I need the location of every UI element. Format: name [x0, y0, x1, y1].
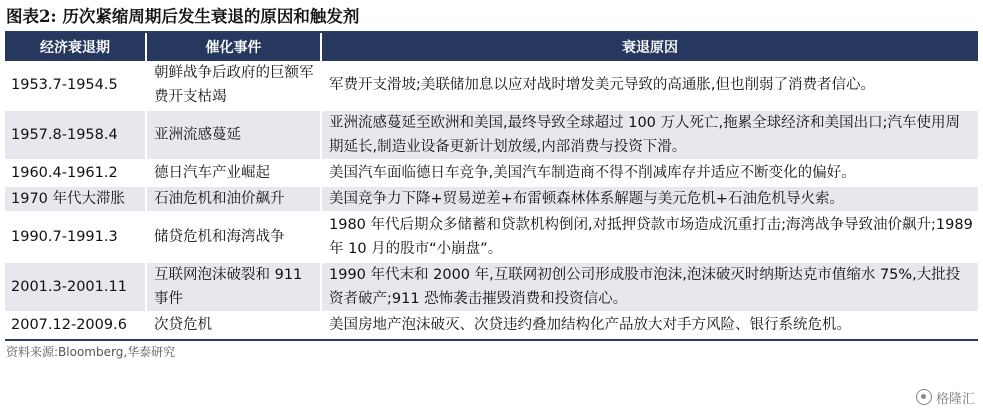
- table-row: [5, 110, 978, 160]
- row-catalyst: 亚洲流感蔓延: [146, 110, 321, 160]
- figure-title: 图表2: 历次紧缩周期后发生衰退的原因和触发剂: [6, 7, 360, 26]
- row-period: 1960.4-1961.2: [5, 160, 146, 186]
- recession-table: [5, 33, 978, 339]
- row-period: 1970 年代大滞胀: [5, 186, 146, 212]
- row-catalyst: 朝鲜战争后政府的巨额军费开支枯竭: [146, 61, 321, 110]
- header-period: 经济衰退期: [5, 33, 146, 61]
- source-note: 资料来源:Bloomberg,华泰研究: [6, 345, 176, 359]
- row-period: 2007.12-2009.6: [5, 312, 146, 338]
- row-reason: 亚洲流感蔓延至欧洲和美国,最终导致全球超过 100 万人死亡,拖累全球经济和美国出口;汽车使用周期延长,制造业设备更新计划放缓,内部消费与投资下滑。: [321, 110, 978, 160]
- table-row: [5, 61, 978, 110]
- table-row: [5, 312, 978, 338]
- table-row: [5, 212, 978, 262]
- row-reason: 1990 年代末和 2000 年,互联网初创公司形成股市泡沫,泡沫破灭时纳斯达克市值缩水 75%,大批投资者破产;911 恐怖袭击摧毁消费和投资信心。: [321, 262, 978, 312]
- table-row: [5, 186, 978, 212]
- row-catalyst: 互联网泡沫破裂和 911 事件: [146, 262, 321, 312]
- row-reason: 美国竞争力下降+贸易逆差+布雷顿森林体系解题与美元危机+石油危机导火索。: [321, 186, 978, 212]
- row-period: 2001.3-2001.11: [5, 262, 146, 312]
- table-row: [5, 262, 978, 312]
- row-catalyst: 石油危机和油价飙升: [146, 186, 321, 212]
- row-catalyst: 储贷危机和海湾战争: [146, 212, 321, 262]
- row-catalyst: 德日汽车产业崛起: [146, 160, 321, 186]
- row-reason: 美国房地产泡沫破灭、次贷违约叠加结构化产品放大对手方风险、银行系统危机。: [321, 312, 978, 338]
- watermark-text: 格隆汇: [935, 391, 975, 407]
- row-reason: 军费开支滑坡;美联储加息以应对战时增发美元导致的高通胀,但也削弱了消费者信心。: [321, 61, 978, 110]
- bottom-rule: [5, 339, 978, 341]
- table-header-row: [5, 33, 978, 61]
- row-reason: 1980 年代后期众多储蓄和贷款机构倒闭,对抵押贷款市场造成沉重打击;海湾战争导致油价飙升;1989 年 10 月的股市“小崩盘”。: [321, 212, 978, 262]
- watermark-logo-icon: [916, 389, 932, 405]
- table-row: [5, 160, 978, 186]
- row-reason: 美国汽车面临德日车竞争,美国汽车制造商不得不削减库存并适应不断变化的偏好。: [321, 160, 978, 186]
- header-reason: 衰退原因: [321, 33, 978, 61]
- row-catalyst: 次贷危机: [146, 312, 321, 338]
- header-catalyst: 催化事件: [146, 33, 321, 61]
- row-period: 1953.7-1954.5: [5, 61, 146, 110]
- row-period: 1990.7-1991.3: [5, 212, 146, 262]
- row-period: 1957.8-1958.4: [5, 110, 146, 160]
- watermark: [916, 386, 975, 408]
